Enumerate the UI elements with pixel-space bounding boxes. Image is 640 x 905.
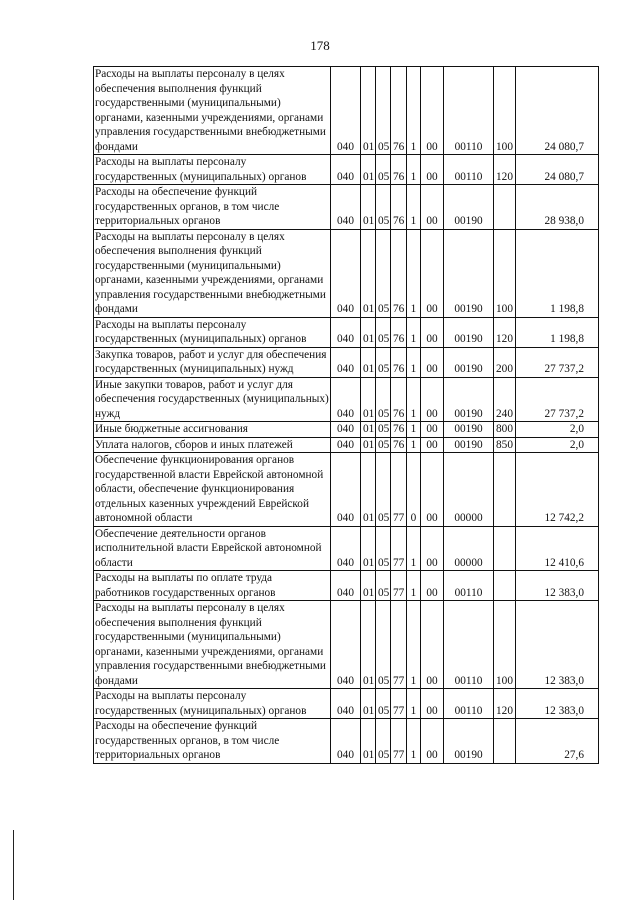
- subprogram-code: 1: [407, 719, 421, 764]
- target-code: 00110: [444, 601, 494, 689]
- amount: 2,0: [516, 422, 599, 438]
- subprogram-code: 1: [407, 601, 421, 689]
- target-code: 00190: [444, 347, 494, 377]
- row-name: Закупка товаров, работ и услуг для обеспечения государственных (муниципальных) нужд: [94, 347, 331, 377]
- budget-table: [93, 66, 599, 764]
- subprogram-code: 1: [407, 67, 421, 155]
- direction-code: 00: [421, 601, 444, 689]
- target-code: 00190: [444, 317, 494, 347]
- ministry-code: 040: [331, 185, 361, 230]
- direction-code: 00: [421, 719, 444, 764]
- page-number: 178: [310, 38, 330, 53]
- ministry-code: 040: [331, 453, 361, 527]
- target-code: 00190: [444, 229, 494, 317]
- amount: 12 383,0: [516, 601, 599, 689]
- subsection-code: 05: [376, 377, 391, 422]
- direction-code: 00: [421, 67, 444, 155]
- direction-code: 00: [421, 689, 444, 719]
- ministry-code: 040: [331, 719, 361, 764]
- section-code: 01: [361, 185, 376, 230]
- amount: 1 198,8: [516, 317, 599, 347]
- section-code: 01: [361, 229, 376, 317]
- ministry-code: 040: [331, 571, 361, 601]
- expense-type-code: 100: [494, 229, 516, 317]
- expense-type-code: 100: [494, 67, 516, 155]
- expense-type-code: [494, 185, 516, 230]
- direction-code: 00: [421, 571, 444, 601]
- expense-type-code: 100: [494, 601, 516, 689]
- ministry-code: 040: [331, 377, 361, 422]
- subsection-code: 05: [376, 155, 391, 185]
- expense-type-code: 200: [494, 347, 516, 377]
- table-row: [94, 437, 599, 453]
- ministry-code: 040: [331, 422, 361, 438]
- program-code: 77: [391, 601, 407, 689]
- direction-code: 00: [421, 422, 444, 438]
- program-code: 76: [391, 422, 407, 438]
- direction-code: 00: [421, 377, 444, 422]
- section-code: 01: [361, 155, 376, 185]
- amount: 12 742,2: [516, 453, 599, 527]
- direction-code: 00: [421, 347, 444, 377]
- section-code: 01: [361, 526, 376, 571]
- table-row: [94, 689, 599, 719]
- subsection-code: 05: [376, 347, 391, 377]
- subsection-code: 05: [376, 719, 391, 764]
- subsection-code: 05: [376, 437, 391, 453]
- row-name: Расходы на выплаты по оплате труда работников государственных органов: [94, 571, 331, 601]
- target-code: 00110: [444, 571, 494, 601]
- expense-type-code: [494, 571, 516, 601]
- subprogram-code: 0: [407, 453, 421, 527]
- program-code: 76: [391, 229, 407, 317]
- target-code: 00190: [444, 437, 494, 453]
- section-code: 01: [361, 689, 376, 719]
- expense-type-code: 800: [494, 422, 516, 438]
- target-code: 00190: [444, 377, 494, 422]
- direction-code: 00: [421, 453, 444, 527]
- expense-type-code: [494, 719, 516, 764]
- expense-type-code: 120: [494, 689, 516, 719]
- section-code: 01: [361, 453, 376, 527]
- target-code: 00190: [444, 422, 494, 438]
- table-row: [94, 185, 599, 230]
- table-row: [94, 67, 599, 155]
- program-code: 76: [391, 155, 407, 185]
- row-name: Иные бюджетные ассигнования: [94, 422, 331, 438]
- table-row: [94, 719, 599, 764]
- program-code: 77: [391, 689, 407, 719]
- ministry-code: 040: [331, 526, 361, 571]
- program-code: 76: [391, 377, 407, 422]
- target-code: 00190: [444, 719, 494, 764]
- subsection-code: 05: [376, 453, 391, 527]
- section-code: 01: [361, 571, 376, 601]
- table-row: [94, 571, 599, 601]
- amount: 27 737,2: [516, 377, 599, 422]
- subprogram-code: 1: [407, 229, 421, 317]
- direction-code: 00: [421, 155, 444, 185]
- row-name: Расходы на выплаты персоналу в целях обеспечения выполнения функций государственными (муниципальными) органами, казенными учреждениями, органами управления государственными внебюджетными фондами: [94, 601, 331, 689]
- target-code: 00110: [444, 689, 494, 719]
- row-name: Расходы на выплаты персоналу в целях обеспечения выполнения функций государственными (муниципальными) органами, казенными учреждениями, органами управления государственными внебюджетными фондами: [94, 67, 331, 155]
- ministry-code: 040: [331, 689, 361, 719]
- amount: 12 383,0: [516, 689, 599, 719]
- program-code: 77: [391, 526, 407, 571]
- section-code: 01: [361, 422, 376, 438]
- row-name: Иные закупки товаров, работ и услуг для обеспечения государственных (муниципальных) нужд: [95, 378, 329, 420]
- direction-code: 00: [421, 229, 444, 317]
- target-code: 00000: [444, 526, 494, 571]
- expense-type-code: [494, 453, 516, 527]
- subsection-code: 05: [376, 422, 391, 438]
- ministry-code: 040: [331, 347, 361, 377]
- table-row: [94, 317, 599, 347]
- row-name: Расходы на обеспечение функций государственных органов, в том числе территориальных органов: [94, 185, 331, 230]
- ministry-code: 040: [331, 67, 361, 155]
- row-name: Расходы на выплаты персоналу государственных (муниципальных) органов: [94, 689, 331, 719]
- direction-code: 00: [421, 185, 444, 230]
- amount: 12 383,0: [516, 571, 599, 601]
- subsection-code: 05: [376, 601, 391, 689]
- section-code: 01: [361, 347, 376, 377]
- direction-code: 00: [421, 437, 444, 453]
- row-name: Обеспечение функционирования органов государственной власти Еврейской автономной области, обеспечение функционирования отдельных казенных учреждений Еврейской автономной области: [94, 453, 331, 527]
- target-code: 00110: [444, 155, 494, 185]
- ministry-code: 040: [331, 229, 361, 317]
- subsection-code: 05: [376, 526, 391, 571]
- program-code: 77: [391, 719, 407, 764]
- program-code: 76: [391, 437, 407, 453]
- table-row: [94, 155, 599, 185]
- target-code: 00190: [444, 185, 494, 230]
- amount: 28 938,0: [516, 185, 599, 230]
- direction-code: 00: [421, 317, 444, 347]
- subsection-code: 05: [376, 229, 391, 317]
- program-code: 77: [391, 453, 407, 527]
- amount: 1 198,8: [516, 229, 599, 317]
- ministry-code: 040: [331, 601, 361, 689]
- subsection-code: 05: [376, 67, 391, 155]
- subprogram-code: 1: [407, 377, 421, 422]
- table-row: [94, 453, 599, 527]
- program-code: 76: [391, 185, 407, 230]
- ministry-code: 040: [331, 317, 361, 347]
- subsection-code: 05: [376, 185, 391, 230]
- section-code: 01: [361, 719, 376, 764]
- row-name: Обеспечение деятельности органов исполнительной власти Еврейской автономной области: [94, 526, 331, 571]
- subsection-code: 05: [376, 689, 391, 719]
- program-code: 76: [391, 67, 407, 155]
- budget-table-body: [94, 67, 599, 764]
- program-code: 76: [391, 317, 407, 347]
- section-code: 01: [361, 437, 376, 453]
- direction-code: 00: [421, 526, 444, 571]
- table-row: [94, 347, 599, 377]
- row-name: Расходы на обеспечение функций государственных органов, в том числе территориальных органов: [94, 719, 331, 764]
- subsection-code: 05: [376, 571, 391, 601]
- subprogram-code: 1: [407, 422, 421, 438]
- section-code: 01: [361, 601, 376, 689]
- target-code: 00000: [444, 453, 494, 527]
- amount: 27 737,2: [516, 347, 599, 377]
- amount: 12 410,6: [516, 526, 599, 571]
- target-code: 00110: [444, 67, 494, 155]
- subprogram-code: 1: [407, 526, 421, 571]
- subprogram-code: 1: [407, 185, 421, 230]
- section-code: 01: [361, 317, 376, 347]
- amount: 24 080,7: [516, 67, 599, 155]
- program-code: 77: [391, 571, 407, 601]
- subprogram-code: 1: [407, 571, 421, 601]
- row-name: Расходы на выплаты персоналу в целях обеспечения выполнения функций государственными (муниципальными) органами, казенными учреждениями, органами управления государственными внебюджетными фондами: [94, 229, 331, 317]
- amount: 27,6: [516, 719, 599, 764]
- ministry-code: 040: [331, 155, 361, 185]
- amount: 24 080,7: [516, 155, 599, 185]
- table-row: [94, 601, 599, 689]
- subprogram-code: 1: [407, 689, 421, 719]
- table-row: [94, 377, 599, 422]
- table-row: [94, 229, 599, 317]
- subsection-code: 05: [376, 317, 391, 347]
- row-name: Уплата налогов, сборов и иных платежей: [94, 437, 331, 453]
- subprogram-code: 1: [407, 347, 421, 377]
- margin-line: [13, 830, 14, 900]
- expense-type-code: 120: [494, 317, 516, 347]
- subprogram-code: 1: [407, 155, 421, 185]
- row-name: Расходы на выплаты персоналу государственных (муниципальных) органов: [94, 317, 331, 347]
- expense-type-code: 120: [494, 155, 516, 185]
- subprogram-code: 1: [407, 317, 421, 347]
- expense-type-code: [494, 526, 516, 571]
- subprogram-code: 1: [407, 437, 421, 453]
- amount: 2,0: [516, 437, 599, 453]
- section-code: 01: [361, 377, 376, 422]
- program-code: 76: [391, 347, 407, 377]
- expense-type-code: 850: [494, 437, 516, 453]
- section-code: 01: [361, 67, 376, 155]
- row-name: Расходы на выплаты персоналу государственных (муниципальных) органов: [94, 155, 331, 185]
- ministry-code: 040: [331, 437, 361, 453]
- table-row: [94, 526, 599, 571]
- expense-type-code: 240: [494, 377, 516, 422]
- table-row: [94, 422, 599, 438]
